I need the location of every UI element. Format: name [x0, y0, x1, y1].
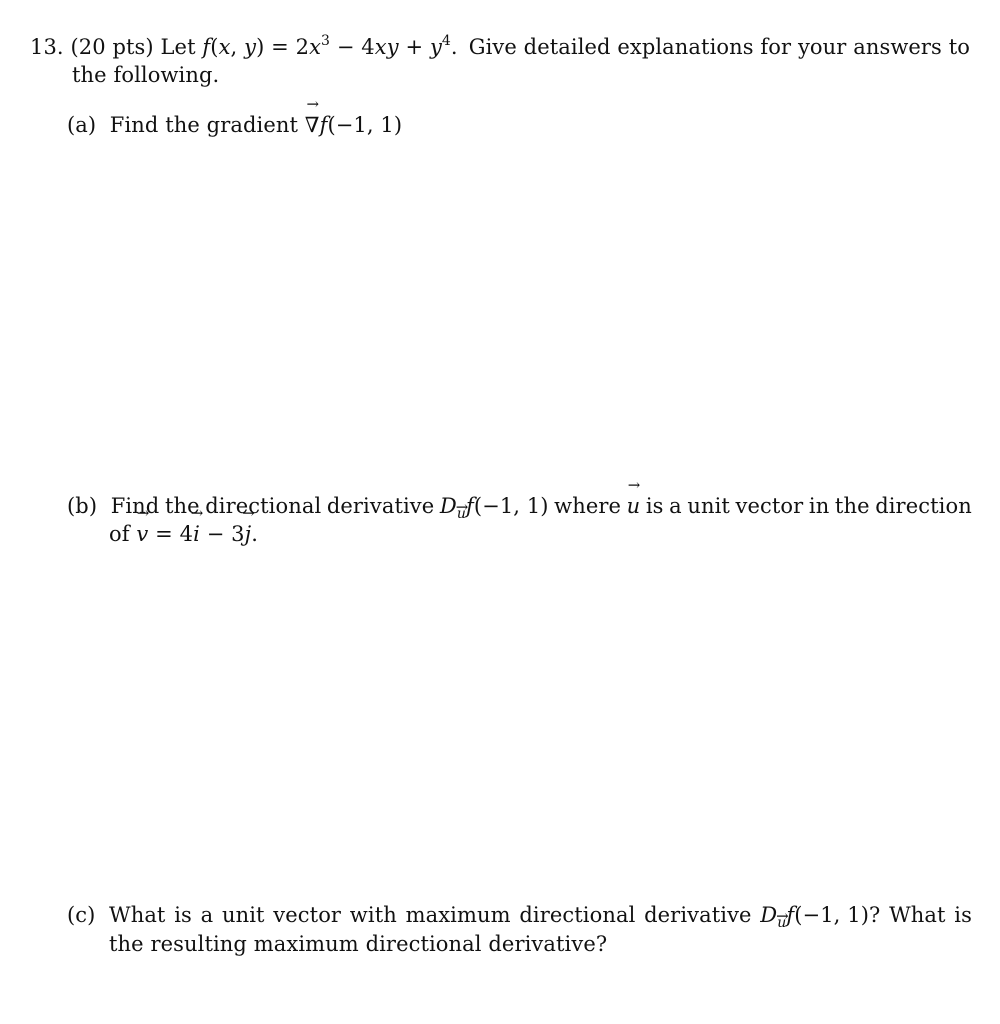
u-vector-symbol: → u — [627, 492, 641, 520]
part-a-answer-space[interactable] — [0, 150, 1000, 480]
gradient-expression: → ∇f(−1, 1) — [305, 113, 402, 137]
problem-statement-line2: the following. — [72, 63, 220, 87]
part-b-line1: (b) Find the directional derivative $D_uf(-1$, 1) where → u is a unit vector in the direction — [67, 492, 972, 520]
problem-number: 13. — [30, 35, 64, 59]
v-vector-expression: → v = 4→ i − 3→ j. — [136, 522, 258, 546]
directional-derivative-expression: $D_uf(-1$, 1) — [439, 494, 549, 522]
part-a-label: (a) — [67, 113, 97, 137]
part-c-label: (c) — [67, 903, 96, 927]
problem-points: (20 pts) — [70, 35, 154, 59]
max-derivative-expression: $D_uf(-1$, 1)? — [760, 903, 881, 931]
problem-statement-line1 — [30, 33, 970, 61]
part-c-line1: (c) What is a unit vector with maximum directional derivative $D_uf(-1$, 1)? What is — [67, 903, 972, 931]
instruction-text: Give detailed explanations for your answers to — [468, 35, 970, 59]
part-b-answer-space[interactable] — [0, 560, 1000, 890]
function-definition: f(x, $y) = 2x^3 - 4xy + y^4$. — [202, 33, 458, 59]
problem-header — [30, 33, 458, 61]
let-word: Let — [160, 35, 196, 59]
part-c-line2: the resulting maximum directional derivative? — [109, 932, 608, 956]
part-b-label: (b) — [67, 494, 98, 518]
part-a: (a) Find the gradient → ∇f(−1, 1) — [67, 111, 402, 139]
part-c-answer-space[interactable] — [0, 965, 1000, 1024]
part-b-line2: of → v = 4→ i − 3→ j. — [109, 520, 258, 548]
